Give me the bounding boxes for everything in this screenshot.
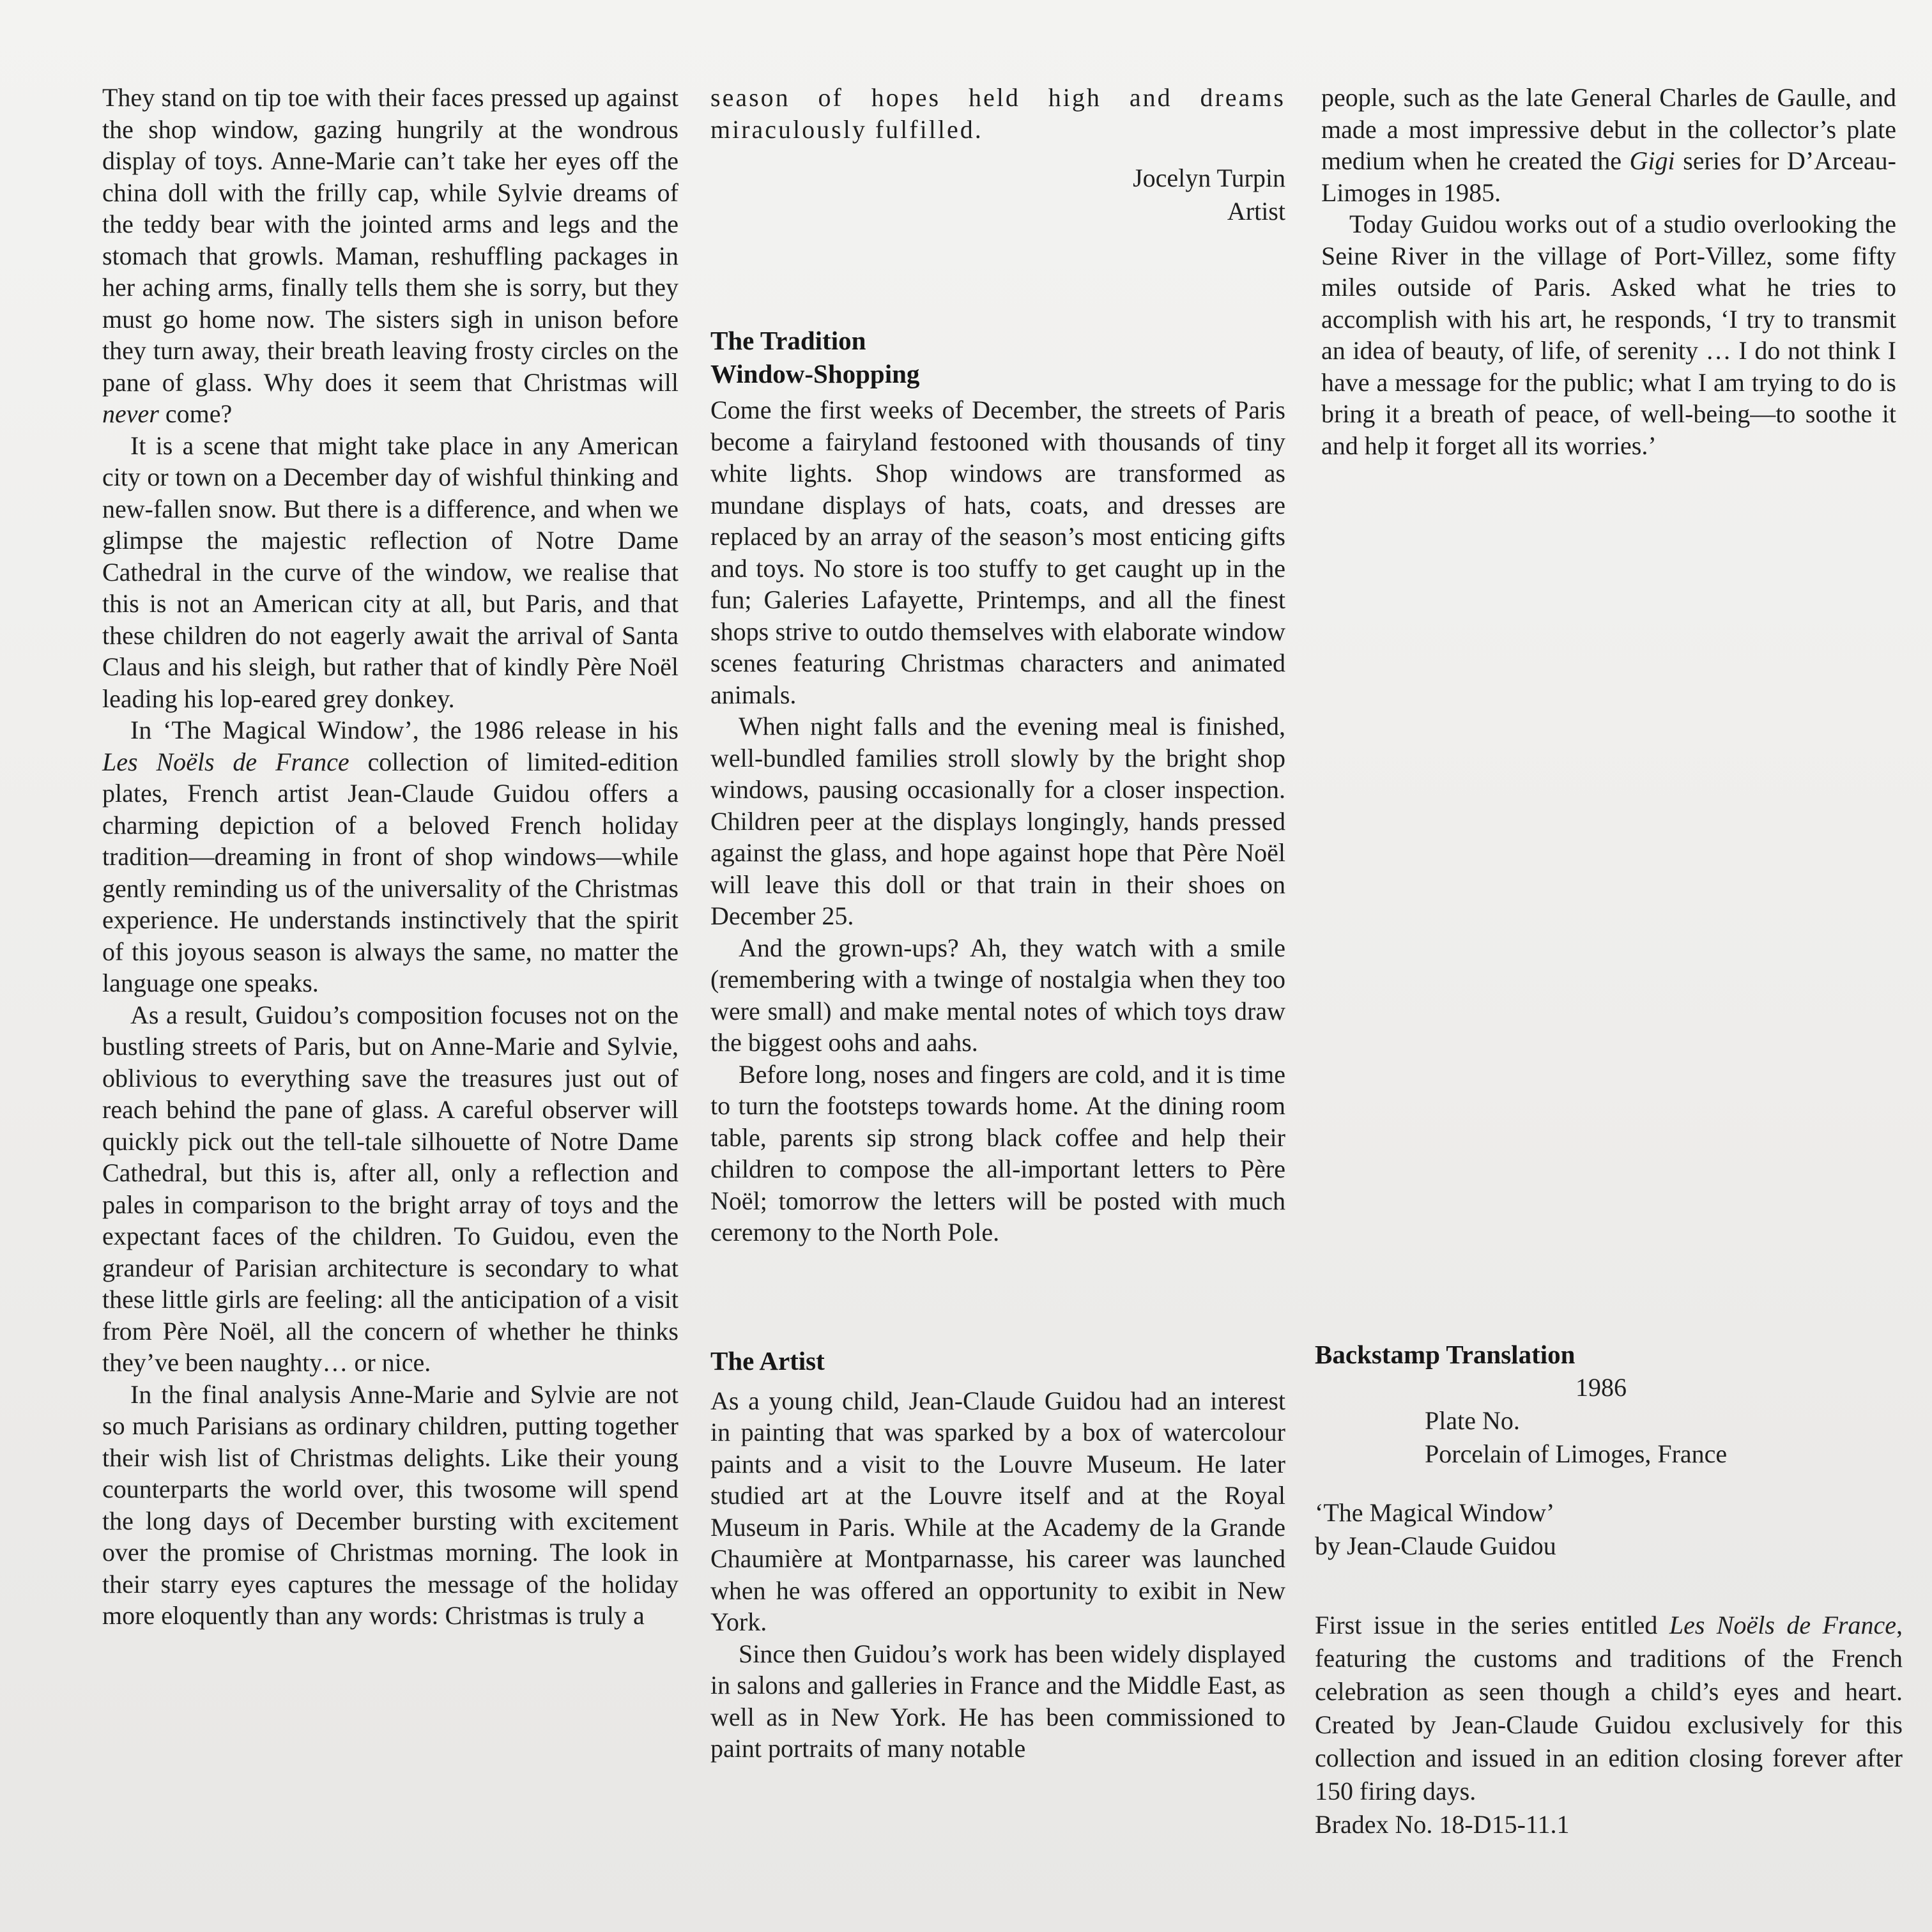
tradition-paragraph-3: And the grown-ups? Ah, they watch with a smile (remembering with a twinge of nostalgia when they too were small) and make mental notes of which toys draw the biggest oohs and aahs. bbox=[710, 933, 1285, 1057]
story-paragraph-1: They stand on tip toe with their faces pressed up against the shop window, gazing hungrily at the wondrous display of toys. Anne-Marie can’t take her eyes off the china doll with the frilly cap, while Sylvie dreams of the teddy bear with the jointed arms and legs and the stomach that growls. Maman, reshuffling packages in her aching arms, finally tells them she is sorry, but they must go home now. The sisters sigh in unison before they turn away, their breath leaving frosty circles on the pane of glass. Why does it seem that Christmas will never come? bbox=[102, 83, 678, 428]
backstamp-porcelain: Porcelain of Limoges, France bbox=[1425, 1439, 1728, 1468]
artist-paragraph-4: Today Guidou works out of a studio overlooking the Seine River in the village of Port-Villez, some fifty miles outside of Paris. Asked what he tries to accomplish with his art, he responds, ‘I try to transmit an idea of beauty, of life, of serenity … I do not think I have a message for the public; what I am trying to do is bring it a breath of peace, of well-being—to soothe it and help it forget all its worries.’ bbox=[1321, 210, 1896, 460]
backstamp-plate-no: Plate No. bbox=[1425, 1406, 1520, 1435]
story-paragraph-3: In ‘The Magical Window’, the 1986 release in his Les Noëls de France collection of limited-edition plates, French artist Jean-Claude Guidou offers a charming depiction of a beloved French holiday tradition—dreaming in front of shop windows—while gently reminding us of the universality of the Christmas experience. He understands instinctively that the spirit of this joyous season is always the same, no matter the language one speaks. bbox=[102, 716, 678, 997]
backstamp-heading: Backstamp Translation bbox=[1315, 1340, 1575, 1369]
tradition-paragraph-2: When night falls and the evening meal is finished, well-bundled families stroll slowly by the bright shop windows, pausing occasionally for a closer inspection. Children peer at the displays longingly, hands pressed against the glass, and hope against hope that Père Noël will leave this doll or that train in their shoes on December 25. bbox=[710, 712, 1285, 930]
backstamp-series-title: Les Noëls de France bbox=[1669, 1611, 1896, 1639]
section-heading-artist: The Artist bbox=[710, 1346, 825, 1376]
backstamp-by: by Jean-Claude Guidou bbox=[1315, 1531, 1556, 1560]
section-heading-tradition: The Tradition Window-Shopping bbox=[710, 326, 920, 388]
emphasis-never: never bbox=[102, 399, 159, 428]
column-3 bbox=[1321, 82, 1896, 461]
story-paragraph-4: As a result, Guidou’s composition focuses not on the bustling streets of Paris, but on Anne-Marie and Sylvie, oblivious to everything save the treasures just out of reach behind the pane of glass. A careful observer will quickly pick out the tell-tale silhouette of Notre Dame Cathedral, but this is, after all, only a reflection and pales in comparison to the bright array of toys and the expectant faces of the children. To Guidou, even the grandeur of Parisian architecture is secondary to what these little girls are feeling: all the anticipation of a visit from Père Noël, all the concern of whether he thinks they’ve been naughty… or nice. bbox=[102, 1000, 678, 1377]
author-role: Artist bbox=[1227, 197, 1285, 226]
column-2 bbox=[710, 82, 1285, 1765]
artist-paragraph-3: people, such as the late General Charles de Gaulle, and made a most impressive debut in the collector’s plate medium when he created the Gigi series for D’Arceau-Limoges in 1985. bbox=[1321, 83, 1896, 207]
story-paragraph-5: In the final analysis Anne-Marie and Sylvie are not so much Parisians as ordinary children, putting together their wish list of Christmas delights. Like their young counterparts the world over, this twosome will spend the long days of December bursting with excitement over the promise of Christmas morning. The look in their starry eyes captures the message of the holiday more eloquently than any words: Christmas is truly a bbox=[102, 1379, 678, 1630]
column-1 bbox=[102, 82, 678, 1632]
story-paragraph-2: It is a scene that might take place in any American city or town on a December day of wishful thinking and new-fallen snow. But there is a difference, and when we glimpse the majestic reflection of Notre Dame Cathedral in the curve of the window, we realise that this is not an American city at all, but Paris, and that these children do not eagerly await the arrival of Santa Claus and his sleigh, but rather that of kindly Père Noël leading his lop-eared grey donkey. bbox=[102, 431, 678, 713]
backstamp-translation bbox=[1315, 1338, 1903, 1841]
tradition-paragraph-4: Before long, noses and fingers are cold, and it is time to turn the footsteps towards home. At the dining room table, parents sip strong black coffee and help their children to compose the all-important letters to Père Noël; tomorrow the letters will be posted with much ceremony to the North Pole. bbox=[710, 1059, 1285, 1246]
story-continuation: season of hopes held high and dreams miraculously fulfilled. bbox=[710, 83, 1285, 144]
author-signature bbox=[710, 162, 1285, 228]
backstamp-title: ‘The Magical Window’ bbox=[1315, 1498, 1555, 1527]
backstamp-year: 1986 bbox=[1575, 1373, 1627, 1402]
series-gigi: Gigi bbox=[1629, 146, 1675, 175]
backstamp-description: First issue in the series entitled Les Noëls de France, featuring the customs and traditions of the French celebration as seen though a child’s eyes and heart. Created by Jean-Claude Guidou exclusively for this collection and issued in an edition closing forever after 150 firing days. Bradex No. 18-D15-11.1 bbox=[1315, 1609, 1903, 1841]
tradition-paragraph-1: Come the first weeks of December, the streets of Paris become a fairyland festooned with thousands of tiny white lights. Shop windows are transformed as mundane displays of hats, coats, and dresses are replaced by an array of the season’s most enticing gifts and toys. No store is too stuffy to get caught up in the fun; Galeries Lafayette, Printemps, and all the finest shops strive to outdo themselves with elaborate window scenes featuring Christmas characters and animated animals. bbox=[710, 395, 1285, 709]
author-name: Jocelyn Turpin bbox=[1133, 164, 1285, 192]
series-title: Les Noëls de France bbox=[102, 747, 349, 776]
artist-paragraph-1: As a young child, Jean-Claude Guidou had an interest in painting that was sparked by a box of watercolour paints and a visit to the Louvre Museum. He later studied art at the Louvre itself and at the Royal Museum in Paris. While at the Academy de la Grande Chaumière at Montparnasse, his career was launched when he was offered an opportunity to exibit in New York. bbox=[710, 1386, 1285, 1636]
artist-paragraph-2: Since then Guidou’s work has been widely displayed in salons and galleries in France and the Middle East, as well as in New York. He has been commissioned to paint portraits of many notable bbox=[710, 1639, 1285, 1763]
bradex-number: Bradex No. 18-D15-11.1 bbox=[1315, 1810, 1570, 1839]
